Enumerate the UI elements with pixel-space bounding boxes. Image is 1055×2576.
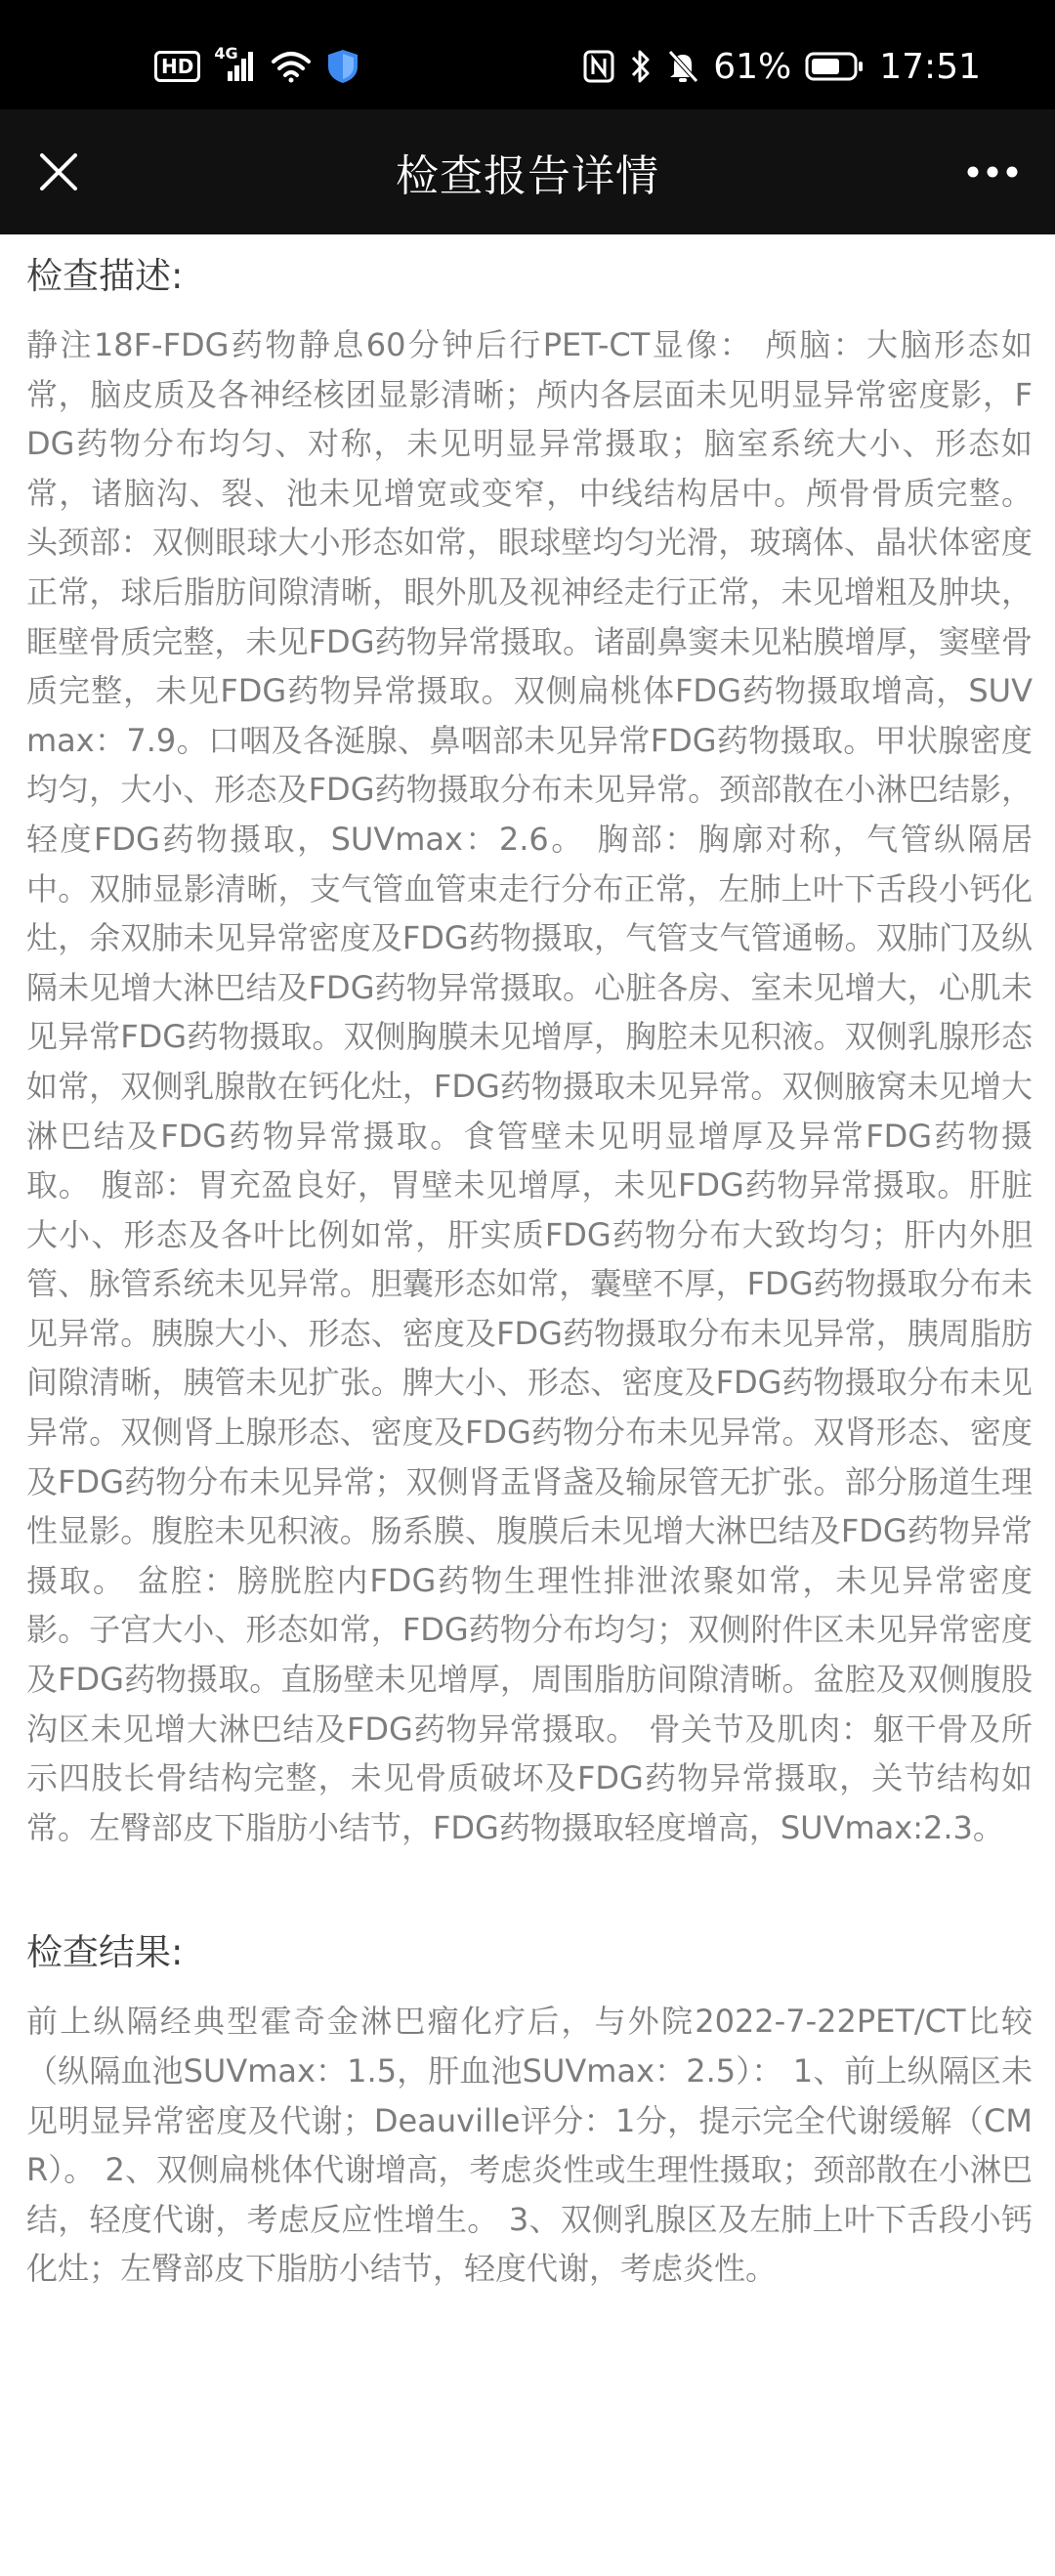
hd-badge: HD (154, 51, 200, 82)
result-text: 前上纵隔经典型霍奇金淋巴瘤化疗后，与外院2022-7-22PET/CT比较（纵隔血池SUVmax：1.5，肝血池SUVmax：2.5）： 1、前上纵隔区未见明显异常密度及代谢；Deauville评分：1分，提示完全代谢缓解（CMR）。 2、双侧扁桃体代谢增高，考虑炎性或生理性摄取；颈部散在小淋巴结，轻度代谢，考虑反应性增生。 3、双侧乳腺区及左肺上叶下舌段小钙化灶；左臀部皮下脂肪小结节，轻度代谢，考虑炎性。 (26, 2003, 1033, 2288)
battery-icon (805, 51, 865, 82)
nfc-icon (582, 49, 615, 84)
security-shield-icon (325, 48, 360, 85)
report-content (26, 234, 1033, 2294)
more-options-button[interactable] (953, 137, 1032, 207)
signal-icon (214, 44, 257, 83)
status-bar (0, 0, 1055, 109)
description-text: 静注18F-FDG药物静息60分钟后行PET-CT显像： 颅脑：大脑形态如常，脑皮质及各神经核团显影清晰；颅内各层面未见明显异常密度影，FDG药物分布均匀、对称，未见明显异常摄取；脑室系统大小、形态如常，诸脑沟、裂、池未见增宽或变窄，中线结构居中。颅骨骨质完整。 头颈部：双侧眼球大小形态如常，眼球壁均匀光滑，玻璃体、晶状体密度正常，球后脂肪间隙清晰，眼外肌及视神经走行正常，未见增粗及肿块，眶壁骨质完整，未见FDG药物异常摄取。诸副鼻窦未见粘膜增厚，窦壁骨质完整，未见FDG药物异常摄取。双侧扁桃体FDG药物摄取增高，SUVmax：7.9。口咽及各涎腺、鼻咽部未见异常FDG药物摄取。甲状腺密度均匀，大小、形态及FDG药物摄取分布未见异常。颈部散在小淋巴结影，轻度FDG药物摄取，SUVmax：2.6。 胸部：胸廓对称，气管纵隔居中。双肺显影清晰，支气管血管束走行分布正常，左肺上叶下舌段小钙化灶，余双肺未见异常密度及FDG药物摄取，气管支气管通畅。双肺门及纵隔未见增大淋巴结及FDG药物异常摄取。心脏各房、室未见增大，心肌未见异常FDG药物摄取。双侧胸膜未见增厚，胸腔未见积液。双侧乳腺形态如常，双侧乳腺散在钙化灶，FDG药物摄取未见异常。双侧腋窝未见增大淋巴结及FDG药物异常摄取。食管壁未见明显增厚及异常FDG药物摄取。 腹部：胃充盈良好，胃壁未见增厚，未见FDG药物异常摄取。肝脏大小、形态及各叶比例如常，肝实质FDG药物分布大致均匀；肝内外胆管、脉管系统未见异常。胆囊形态如常，囊壁不厚，FDG药物摄取分布未见异常。胰腺大小、形态、密度及FDG药物摄取分布未见异常，胰周脂肪间隙清晰，胰管未见扩张。脾大小、形态、密度及FDG药物摄取分布未见异常。双侧肾上腺形态、密度及FDG药物分布未见异常。双肾形态、密度及FDG药物分布未见异常；双侧肾盂肾盏及输尿管无扩张。部分肠道生理性显影。腹腔未见积液。肠系膜、腹膜后未见增大淋巴结及FDG药物异常摄取。 盆腔：膀胱腔内FDG药物生理性排泄浓聚如常，未见异常密度影。子宫大小、形态如常，FDG药物分布均匀；双侧附件区未见异常密度及FDG药物摄取。直肠壁未见增厚，周围脂肪间隙清晰。盆腔及双侧腹股沟区未见增大淋巴结及FDG药物异常摄取。 骨关节及肌肉：躯干骨及所示四肢长骨结构完整，未见骨质破坏及FDG药物异常摄取，关节结构如常。左臀部皮下脂肪小结节，FDG药物摄取轻度增高，SUVmax:2.3。 (26, 326, 1033, 1846)
mute-bell-icon (666, 49, 699, 84)
wifi-icon (271, 50, 312, 83)
section-spacer (26, 1852, 1033, 1911)
app-bar (0, 109, 1055, 234)
status-right-group (582, 39, 981, 94)
description-label: 检查描述: (26, 255, 184, 297)
clock-time: 17:51 (879, 46, 981, 87)
network-type-label: 4G (214, 44, 238, 63)
page-title: 检查报告详情 (396, 151, 659, 201)
bluetooth-icon (629, 48, 653, 85)
battery-percent: 61% (713, 46, 792, 87)
status-left-group (154, 39, 360, 94)
result-label: 检查结果: (26, 1931, 184, 1974)
more-dots-icon (966, 165, 1019, 179)
